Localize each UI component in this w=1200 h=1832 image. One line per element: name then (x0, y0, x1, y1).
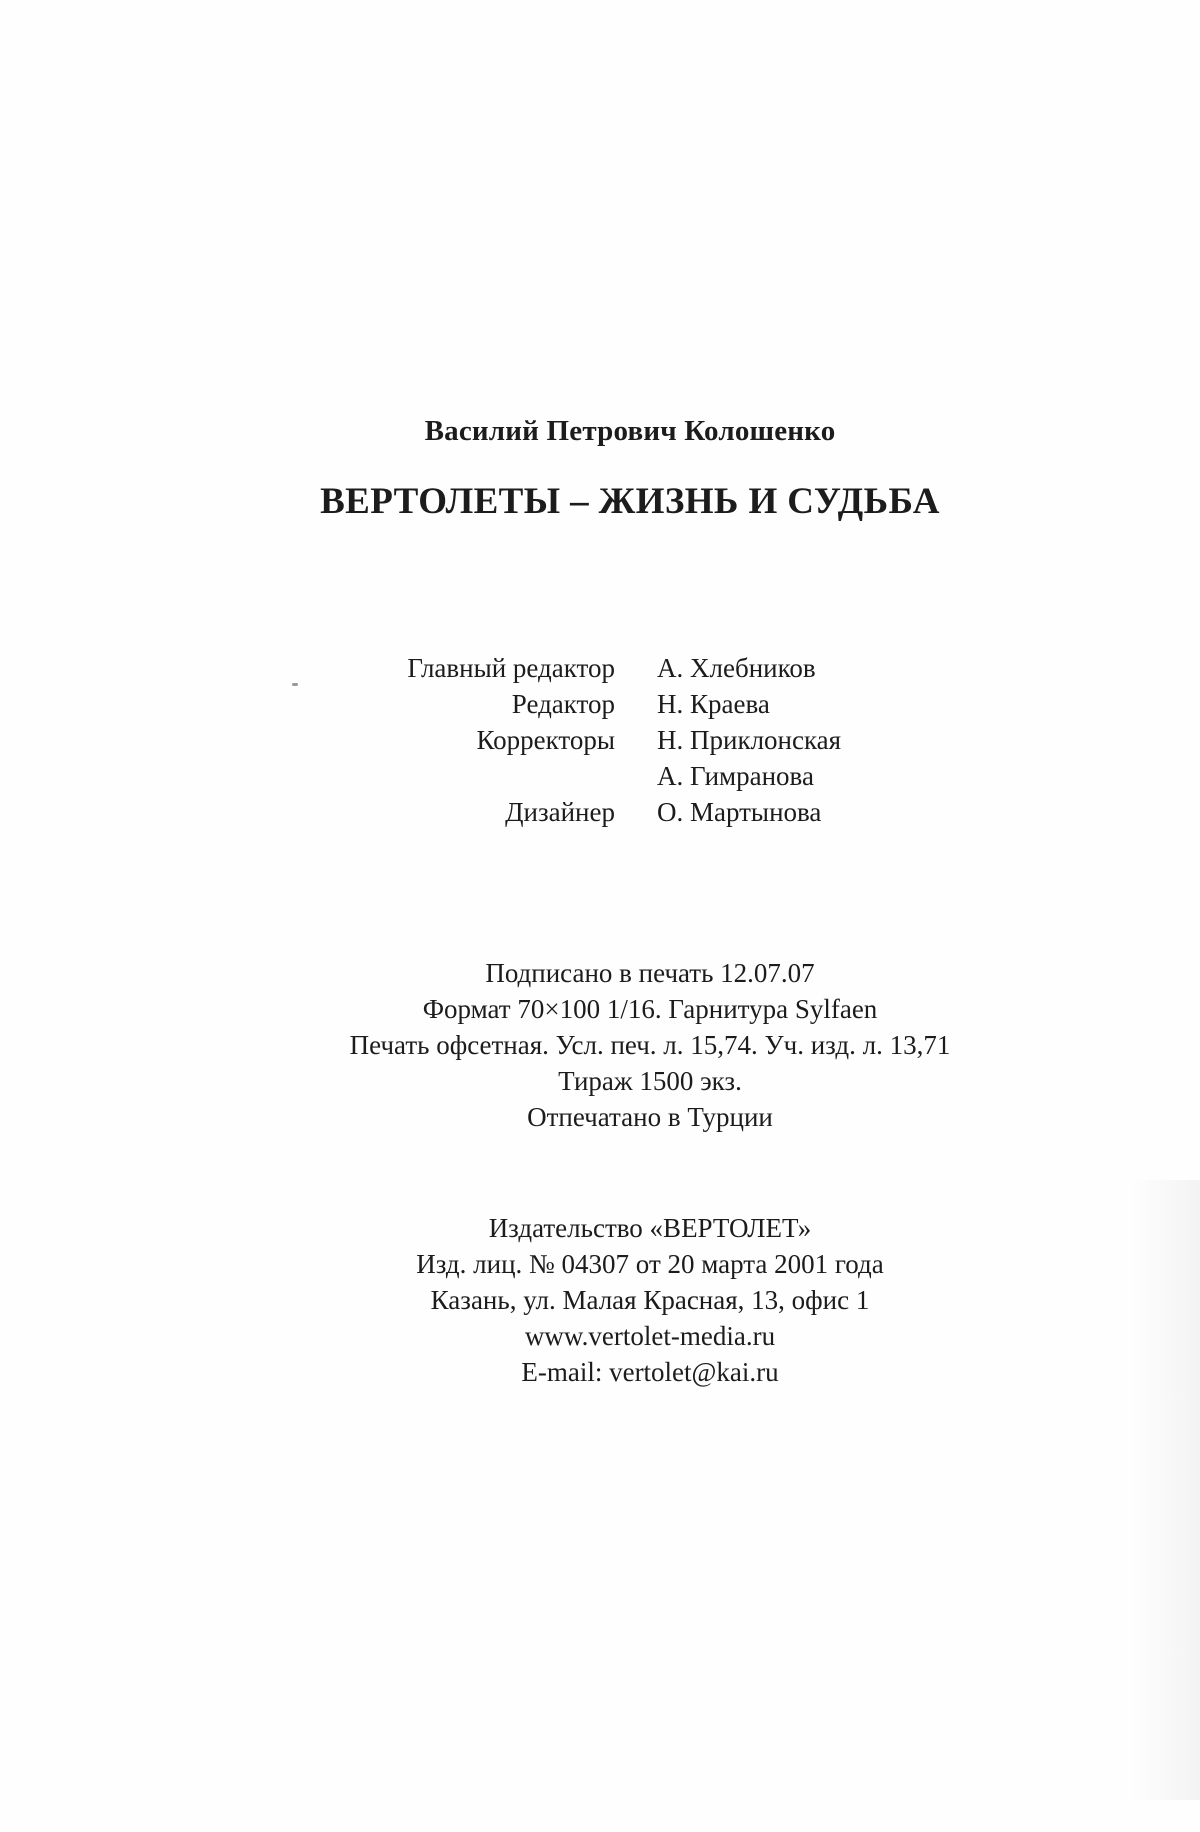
credit-row (340, 650, 960, 686)
signed-to-print-line: Подписано в печать 12.07.07 (485, 958, 815, 988)
credit-name: А. Гимранова (657, 761, 814, 791)
publisher-license: Изд. лиц. № 04307 от 20 марта 2001 года (416, 1249, 884, 1279)
credit-name: А. Хлебников (657, 653, 816, 683)
credit-role: Корректоры (476, 725, 615, 755)
publisher-website: www.vertolet-media.ru (524, 1321, 776, 1351)
author-name: Василий Петрович Колошенко (424, 415, 836, 447)
format-line: Формат 70×100 1/16. Гарнитура Sylfaen (422, 994, 878, 1024)
scan-bleed-through (1130, 1180, 1200, 1800)
credit-role: Дизайнер (505, 797, 615, 827)
credit-role: Главный редактор (407, 653, 615, 683)
credit-role: Редактор (511, 689, 615, 719)
credits-block (340, 650, 960, 830)
printing-sheets-line: Печать офсетная. Усл. печ. л. 15,74. Уч. изд. л. 13,71 (349, 1030, 951, 1060)
book-title: ВЕРТОЛЕТЫ – ЖИЗНЬ И СУДЬБА (320, 481, 940, 522)
credit-name: Н. Приклонская (657, 725, 842, 755)
credit-row (340, 722, 960, 758)
credit-row (340, 686, 960, 722)
print-run-line: Тираж 1500 экз. (558, 1066, 742, 1096)
scan-speck (292, 683, 298, 686)
credit-name: Н. Краева (657, 689, 770, 719)
publisher-name: Издательство «ВЕРТОЛЕТ» (488, 1213, 812, 1243)
print-details (0, 955, 1200, 1135)
publisher-address: Казань, ул. Малая Красная, 13, офис 1 (430, 1285, 870, 1315)
publisher-details (0, 1210, 1200, 1390)
publisher-email: E-mail: vertolet@kai.ru (521, 1357, 779, 1387)
credit-row (340, 794, 960, 830)
credit-name: О. Мартынова (657, 797, 822, 827)
printed-in-line: Отпечатано в Турции (527, 1102, 773, 1132)
credit-role (340, 758, 615, 794)
credit-row (340, 758, 960, 794)
